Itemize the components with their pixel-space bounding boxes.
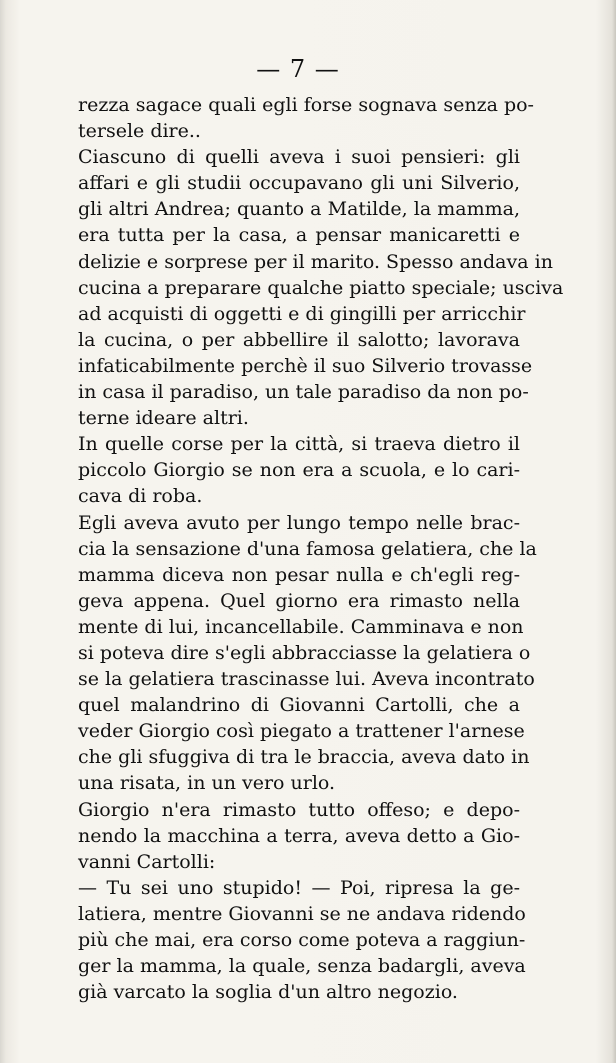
text-line: quel malandrino di Giovanni Cartolli, che a [78,694,520,717]
text-line: cava di roba. [78,485,203,508]
text-line: gli altri Andrea; quanto a Matilde, la mamma, [78,198,520,221]
text-line: vanni Cartolli: [78,850,216,873]
text-line: in casa il paradiso, un tale paradiso da non po- [78,381,529,404]
text-line: Ciascuno di quelli aveva i suoi pensieri: gli [78,146,520,169]
text-line: In quelle corse per la città, si traeva dietro il [78,433,520,456]
text-line: Giorgio n'era rimasto tutto offeso; e depo- [78,798,520,821]
text-line: Egli aveva avuto per lungo tempo nelle brac- [78,511,520,534]
text-line: già varcato la soglia d'un altro negozio. [78,981,458,1004]
text-line: — Tu sei uno stupido! — Poi, ripresa la ge- [78,876,520,899]
text-line: veder Giorgio così piegato a trattener l'arnese [78,720,525,743]
text-line: ger la mamma, la quale, senza badargli, aveva [78,955,526,978]
text-line: si poteva dire s'egli abbracciasse la gelatiera o [78,641,531,664]
text-line: rezza sagace quali egli forse sognava senza po- [78,94,534,116]
text-line: se la gelatiera trascinasse lui. Aveva incontrato [78,668,535,691]
text-line: piccolo Giorgio se non era a scuola, e lo cari- [78,459,520,482]
text-line: cucina a preparare qualche piatto speciale; usciva [78,276,564,299]
text-line: terne ideare altri. [78,407,249,430]
text-line: nendo la macchina a terra, aveva detto a Gio- [78,824,520,847]
text-line: ad acquisti di oggetti e di gingilli per arricchir [78,302,526,325]
text-line: geva appena. Quel giorno era rimasto nella [78,589,520,612]
page-number: — 7 — [256,55,340,83]
text-line: cia la sensazione d'una famosa gelatiera, che la [78,537,537,560]
text-line: delizie e sorprese per il marito. Spesso andava in [78,250,553,273]
text-line: più che mai, era corso come poteva a raggiun- [78,929,526,951]
text-line: una risata, in un vero urlo. [78,772,336,795]
text-line: che gli sfuggiva di tra le braccia, aveva dato in [78,746,530,769]
text-line: affari e gli studii occupavano gli uni Silverio, [78,172,520,195]
text-line: tersele dire.. [78,120,201,143]
text-line: la cucina, o per abbellire il salotto; lavorava [78,328,520,351]
text-line: infaticabilmente perchè il suo Silverio trovasse [78,354,533,377]
text-line: mente di lui, incancellabile. Camminava e non [78,615,524,638]
text-line: era tutta per la casa, a pensar manicaretti e [78,224,520,247]
text-line: mamma diceva non pesar nulla e ch'egli reg- [78,563,520,586]
body-text [78,92,564,1005]
text-line: latiera, mentre Giovanni se ne andava ridendo [78,902,526,925]
